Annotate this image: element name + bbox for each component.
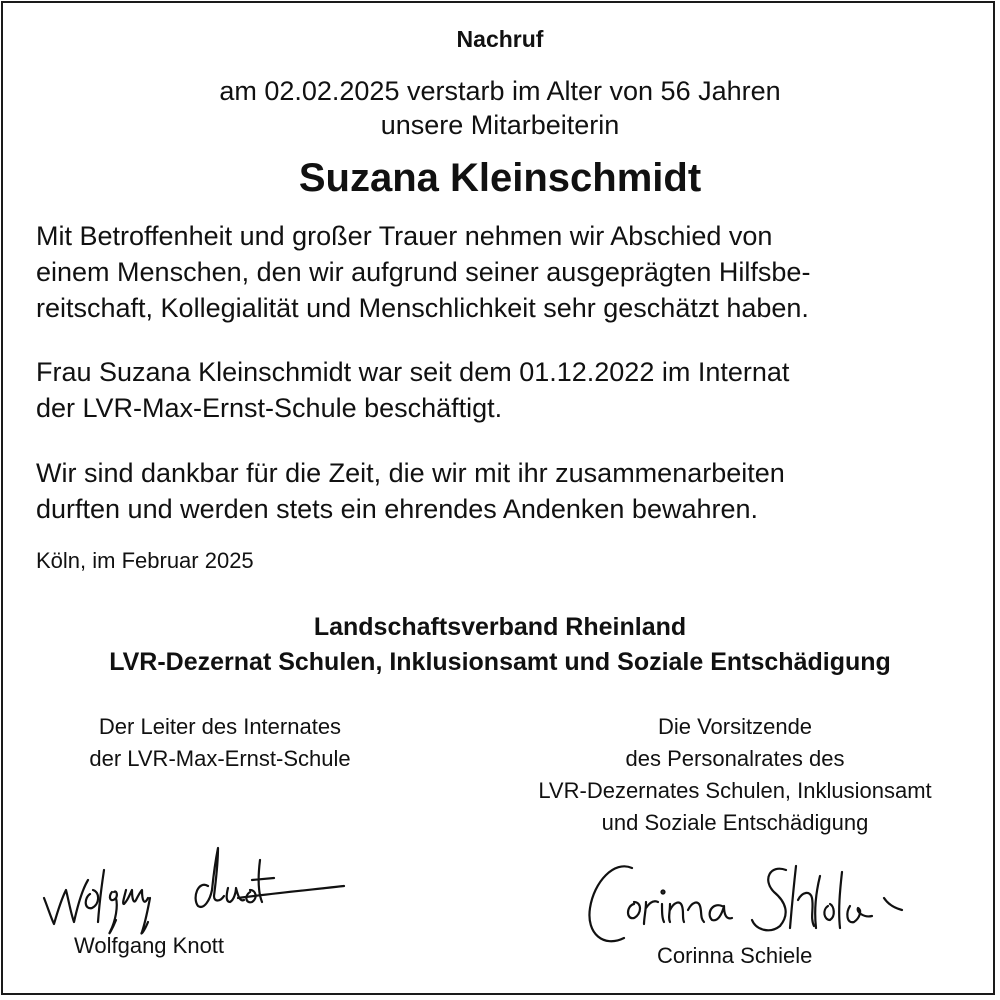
- right-signatory-title: [490, 711, 980, 839]
- paragraph-line: Frau Suzana Kleinschmidt war seit dem 01.12.2022 im Internat: [36, 357, 790, 387]
- signatory-name-left: Wolfgang Knott: [74, 933, 225, 958]
- title-line: der LVR-Max-Ernst-Schule: [89, 746, 351, 771]
- title-line: Der Leiter des Internates: [98, 714, 342, 739]
- paragraph-employment: [36, 354, 966, 426]
- deceased-name: Suzana Kleinschmidt: [298, 156, 702, 200]
- notice-heading: Nachruf: [456, 26, 544, 52]
- organization-name: Landschaftsverband Rheinland: [313, 613, 687, 641]
- paragraph-condolence: [36, 218, 966, 326]
- title-line: des Personalrates des: [625, 746, 845, 771]
- intro-line-1: am 02.02.2025 verstarb im Alter von 56 Jahren: [219, 76, 781, 106]
- intro-line-2: unsere Mitarbeiterin: [380, 110, 620, 140]
- place-date: Köln, im Februar 2025: [36, 548, 254, 573]
- title-line: und Soziale Entschädigung: [601, 810, 869, 835]
- paragraph-line: durften und werden stets ein ehrendes Andenken bewahren.: [36, 494, 759, 524]
- paragraph-line: einem Menschen, den wir aufgrund seiner ausgeprägten Hilfsbe-: [36, 257, 811, 287]
- paragraph-gratitude: [36, 455, 966, 527]
- signature-corinna-schiele: [584, 852, 934, 952]
- paragraph-line: Mit Betroffenheit und großer Trauer nehmen wir Abschied von: [36, 221, 773, 251]
- paragraph-line: der LVR-Max-Ernst-Schule beschäftigt.: [36, 393, 503, 423]
- left-signatory-title: [40, 711, 400, 775]
- signature-wolfgang-knott: [38, 840, 358, 940]
- signatory-name-right: Corinna Schiele: [657, 943, 813, 968]
- title-line: LVR-Dezernates Schulen, Inklusionsamt: [538, 778, 932, 803]
- paragraph-line: reitschaft, Kollegialität und Menschlichkeit sehr geschätzt haben.: [36, 293, 809, 323]
- title-line: Die Vorsitzende: [657, 714, 813, 739]
- paragraph-line: Wir sind dankbar für die Zeit, die wir mit ihr zusammenarbeiten: [36, 458, 785, 488]
- organization-department: LVR-Dezernat Schulen, Inklusionsamt und Soziale Entschädigung: [109, 648, 891, 676]
